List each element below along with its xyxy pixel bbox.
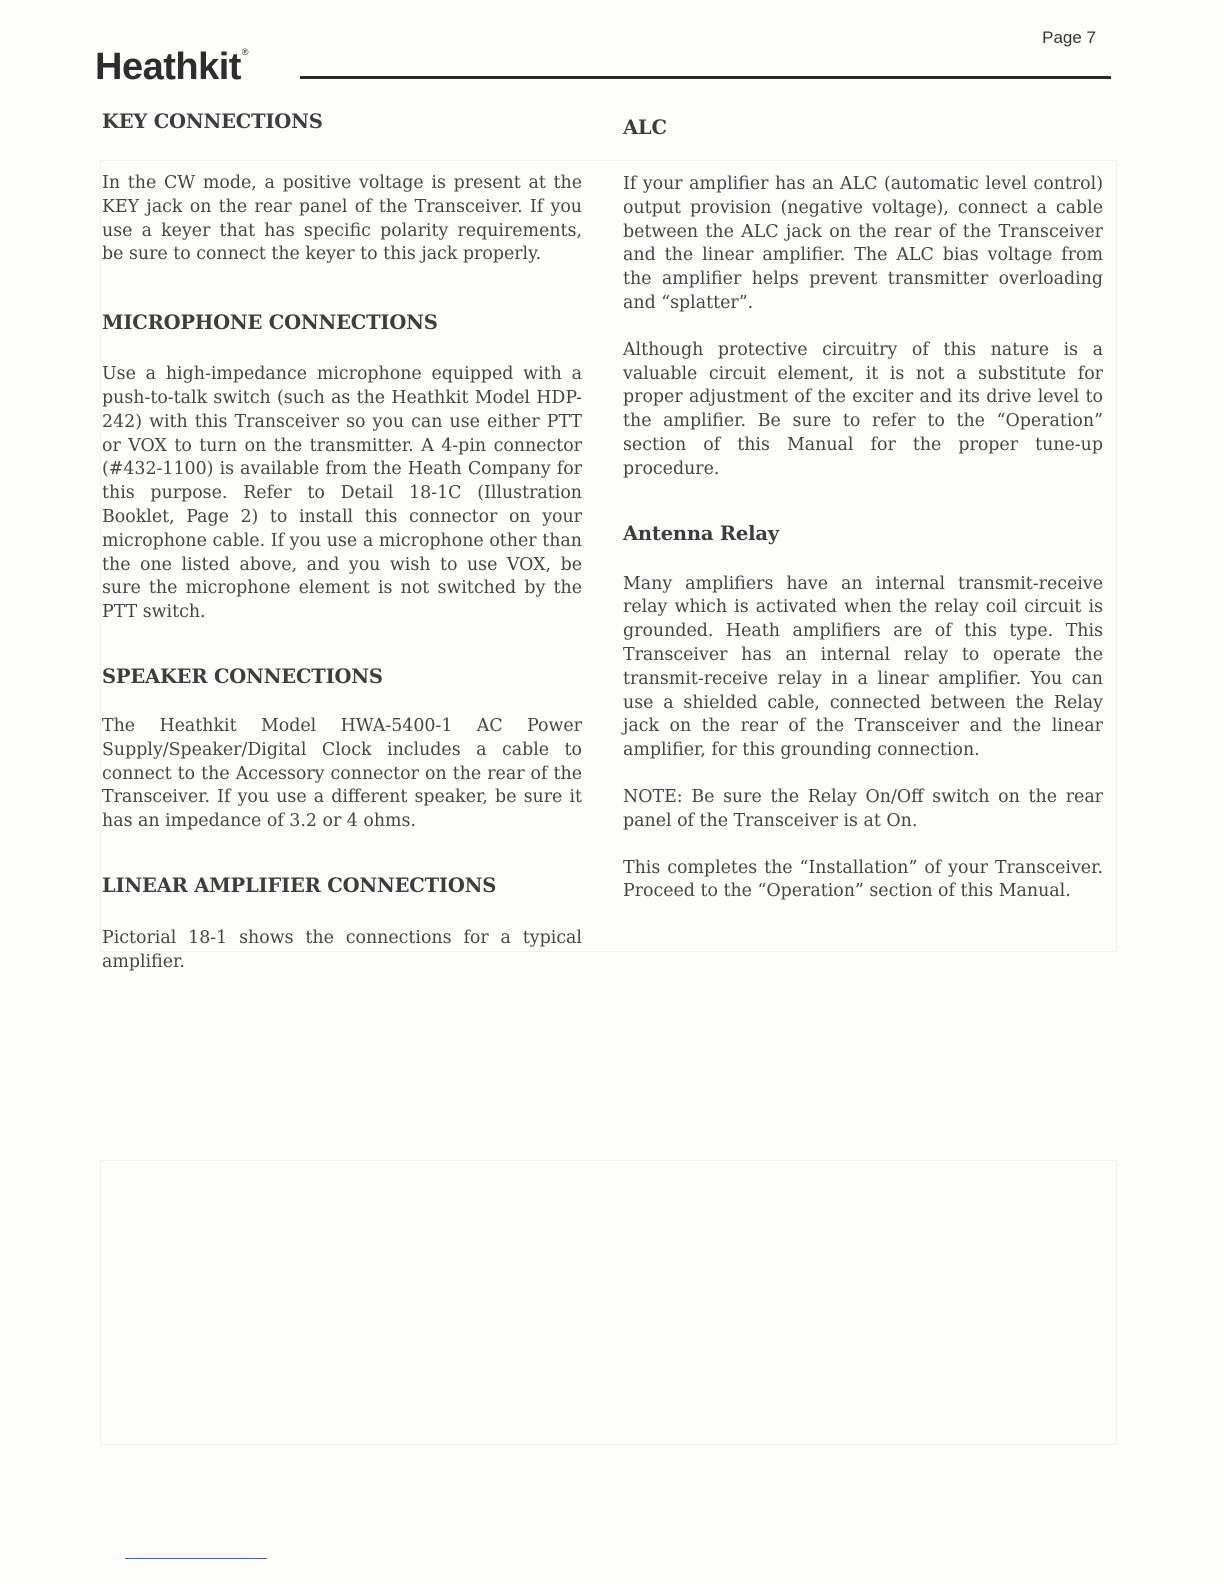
section-heading: SPEAKER CONNECTIONS [102, 664, 383, 688]
section-heading: LINEAR AMPLIFIER CONNECTIONS [102, 873, 497, 897]
left-column [102, 110, 582, 975]
section-heading: KEY CONNECTIONS [102, 110, 323, 133]
speaker-connections-section [102, 665, 582, 834]
section-paragraph: In the CW mode, a positive voltage is present at the KEY jack on the rear panel of the Transceiver. If you use a keyer that has specific polarity requirements, be sure to connect the keyer to this jack properly. [102, 173, 582, 265]
section-paragraph: This completes the “Installation” of your Transceiver. Proceed to the “Operation” section of this Manual. [623, 857, 1103, 902]
antenna-relay-section [623, 522, 1103, 905]
footer-line [125, 1558, 267, 1559]
brand-logo [95, 46, 248, 89]
section-paragraph: Use a high-impedance microphone equipped with a push-to-talk switch (such as the Heathkit Model HDP-242) with this Transceiver so you can use either PTT or VOX to turn on the transmitter. A 4-pin connector (#432-1100) is available from the Heath Company for this purpose. Refer to Detail 18-1C (Illustration Booklet, Page 2) to install this connector on your microphone cable. If you use a microphone other than the one listed above, and you wish to use VOX, be sure the microphone element is not switched by the PTT switch. [102, 364, 582, 623]
section-paragraph: Although protective circuitry of this nature is a valuable circuit element, it is not a substitute for proper adjustment of the exciter and its drive level to the amplifier. Be sure to refer to the “Operation” section of this Manual for the proper tune-up procedure. [623, 339, 1103, 479]
section-paragraph: NOTE: Be sure the Relay On/Off switch on the rear panel of the Transceiver is at On. [623, 786, 1103, 831]
microphone-connections-section [102, 311, 582, 625]
page-number: Page 7 [1042, 28, 1096, 47]
right-column [623, 116, 1103, 904]
brand-text: Heathkit [95, 46, 241, 88]
registered-mark: ® [241, 47, 249, 57]
section-paragraph: Pictorial 18-1 shows the connections for a typical amplifier. [102, 927, 582, 972]
ghost-grid-bottom [100, 1160, 1117, 1445]
section-heading: MICROPHONE CONNECTIONS [102, 311, 438, 335]
section-paragraph: The Heathkit Model HWA-5400-1 AC Power Supply/Speaker/Digital Clock includes a cable to connect to the Accessory connector on the rear of the Transceiver. If you use a different speaker, be sure it has an impedance of 3.2 or 4 ohms. [102, 715, 582, 832]
alc-section [623, 116, 1103, 482]
section-paragraph: If your amplifier has an ALC (automatic level control) output provision (negative voltage), connect a cable between the ALC jack on the rear of the Transceiver and the linear amplifier. The ALC bias voltage from the amplifier helps prevent transmitter overloading and “splatter”. [623, 174, 1103, 313]
key-connections-section [102, 110, 582, 267]
section-heading: ALC [623, 116, 667, 139]
section-paragraph: Many amplifiers have an internal transmit-receive relay which is activated when the relay coil circuit is grounded. Heath amplifiers are of this type. This Transceiver has an internal relay to operate the transmit-receive relay in a linear amplifier. You can use a shielded cable, connected between the Relay jack on the rear of the Transceiver and the linear amplifier, for this grounding connection. [623, 573, 1103, 761]
section-heading: Antenna Relay [623, 521, 779, 545]
header-rule [300, 76, 1111, 79]
linear-amplifier-section [102, 874, 582, 975]
